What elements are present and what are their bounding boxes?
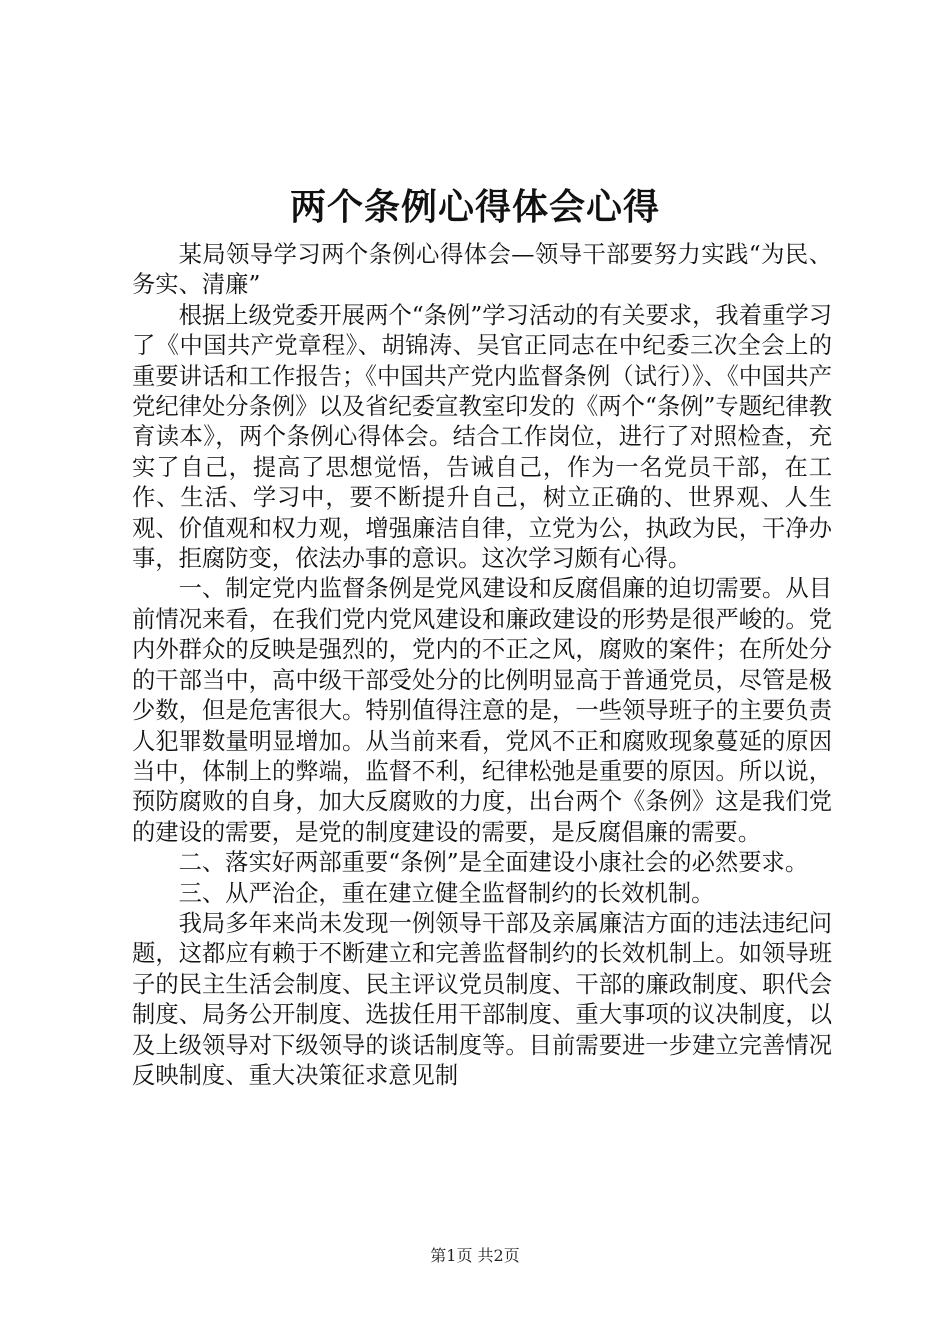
paragraph-point-one: 一、制定党内监督条例是党风建设和反腐倡廉的迫切需要。从目前情况来看，在我们党内党风建设和廉政建设的形势是很严峻的。党内外群众的反映是强烈的，党内的不正之风，腐败的案件；在所处分的干部当中，高中级干部受处分的比例明显高于普通党员，尽管是极少数，但是危害很大。特别值得注意的是，一些领导班子的主要负责人犯罪数量明显增加。从当前来看，党风不正和腐败现象蔓延的原因当中，体制上的弊端，监督不利，纪律松弛是重要的原因。所以说，预防腐败的自身，加大反腐败的力度，出台两个《条例》这是我们党的建设的需要，是党的制度建设的需要，是反腐倡廉的需要。 bbox=[132, 575, 832, 846]
document-title: 两个条例心得体会心得 bbox=[289, 187, 660, 228]
paragraph-study-background: 根据上级党委开展两个“条例”学习活动的有关要求，我着重学习了《中国共产党章程》、胡锦涛、吴官正同志在中纪委三次全会上的重要讲话和工作报告；《中国共产党内监督条例（试行）》、《中国共产党纪律处分条例》以及省纪委宣教室印发的《两个“条例”专题纪律教育读本》，两个条例心得体会。结合工作岗位，进行了对照检查，充实了自己，提高了思想觉悟，告诫自己，作为一名党员干部，在工作、生活、学习中，要不断提升自己，树立正确的、世界观、人生观、价值观和权力观，增强廉洁自律，立党为公，执政为民，干净办事，拒腐防变，依法办事的意识。这次学习颇有心得。 bbox=[132, 301, 832, 573]
paragraph-mechanism: 我局多年来尚未发现一例领导干部及亲属廉洁方面的违法违纪问题，这都应有赖于不断建立和完善监督制约的长效机制上。如领导班子的民主生活会制度、民主评议党员制度、干部的廉政制度、职代会制度、局务公开制度、选拔任用干部制度、重大事项的议决制度，以及上级领导对下级领导的谈话制度等。目前需要进一步建立完善情况反映制度、重大决策征求意见制 bbox=[132, 909, 832, 1089]
page-number: 第1页 共2页 bbox=[430, 1246, 520, 1265]
paragraph-point-three: 三、从严治企，重在建立健全监督制约的长效机制。 bbox=[178, 879, 715, 907]
paragraph-intro: 某局领导学习两个条例心得体会—领导干部要努力实践“为民、务实、清廉” bbox=[132, 241, 832, 299]
paragraph-point-two: 二、落实好两部重要“条例”是全面建设小康社会的必然要求。 bbox=[178, 849, 809, 877]
document-body bbox=[132, 240, 832, 1091]
